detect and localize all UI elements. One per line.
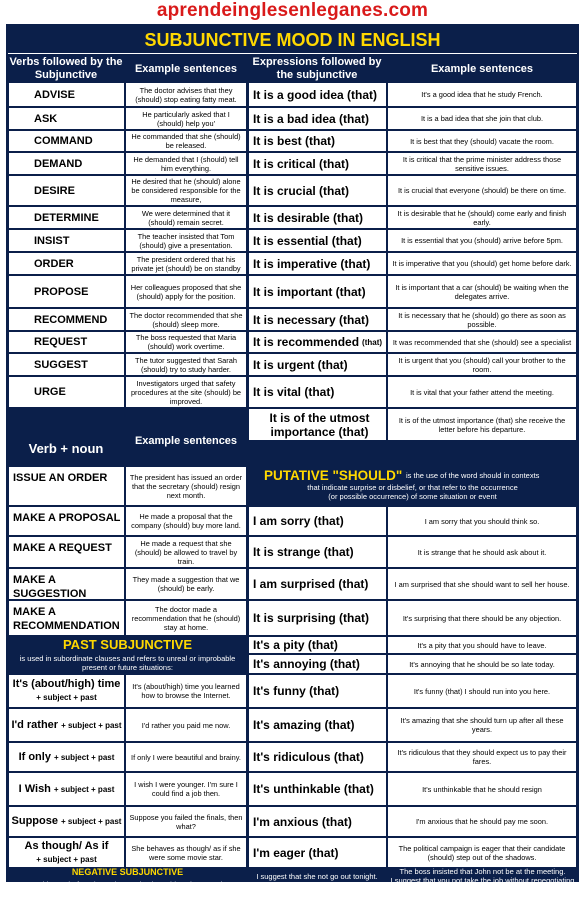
verb-name: RECOMMEND bbox=[8, 308, 125, 331]
past-main: It's (about/high) time bbox=[12, 678, 121, 690]
past-row bbox=[8, 674, 247, 708]
verb-row bbox=[8, 331, 247, 353]
verb-row bbox=[8, 107, 247, 130]
expression-example: It is of the utmost importance (that) she receive the letter before his departure. bbox=[387, 408, 577, 441]
expression-text: It is important (that) bbox=[253, 284, 366, 299]
expression-name bbox=[248, 130, 387, 152]
putative-desc2: that indicate surprise or disbelief, or that refer to the occurrence bbox=[307, 483, 518, 492]
negative-example-4: I suggest that you not take the job without renegotiating the salary. bbox=[390, 876, 575, 894]
expression-example: It is a bad idea that she join that club. bbox=[387, 107, 577, 130]
page-title: SUBJUNCTIVE MOOD IN ENGLISH bbox=[8, 26, 577, 54]
noun-example: They made a suggestion that we (should) be early. bbox=[125, 568, 247, 600]
expression-row bbox=[248, 175, 577, 206]
putative-row bbox=[248, 674, 577, 708]
verb-example: The president ordered that his private jet (should) be on standby bbox=[125, 252, 247, 275]
past-example: She behaves as though/ as if she were some movie star. bbox=[125, 837, 247, 868]
site-title[interactable]: aprendeinglesenleganes.com bbox=[156, 0, 429, 21]
past-example: I wish I were younger. I'm sure I could find a job then. bbox=[125, 772, 247, 806]
verb-name: DESIRE bbox=[8, 175, 125, 206]
expression-text: It is urgent (that) bbox=[253, 357, 348, 372]
putative-row bbox=[248, 600, 577, 636]
expression-text: It is crucial (that) bbox=[253, 183, 350, 198]
expression-name bbox=[248, 206, 387, 229]
putative-expression: I am sorry (that) bbox=[248, 506, 387, 536]
expression-row bbox=[248, 206, 577, 229]
verb-example: The boss requested that Maria (should) work overtime. bbox=[125, 331, 247, 353]
verb-row bbox=[8, 252, 247, 275]
noun-example: The doctor made a recommendation that he (should) stay at home. bbox=[125, 600, 247, 636]
expression-row bbox=[248, 408, 577, 441]
expression-name bbox=[248, 252, 387, 275]
negative-examples-left bbox=[248, 872, 386, 890]
expression-row bbox=[248, 353, 577, 376]
expression-example: It is important that a car (should) be waiting when the delegates arrive. bbox=[387, 275, 577, 308]
putative-row bbox=[248, 742, 577, 772]
expression-row bbox=[248, 252, 577, 275]
expression-example: It was recommended that she (should) see a specialist bbox=[387, 331, 577, 353]
negative-example-1: I suggest that she not go out tonight. bbox=[256, 872, 378, 881]
past-suffix: + subject + past bbox=[36, 854, 97, 864]
putative-row bbox=[248, 568, 577, 600]
expression-row bbox=[248, 130, 577, 152]
expression-example: It is crucial that everyone (should) be there on time. bbox=[387, 175, 577, 206]
verb-name: COMMAND bbox=[8, 130, 125, 152]
negative-title: NEGATIVE SUBJUNCTIVE bbox=[71, 867, 184, 877]
verb-name: ADVISE bbox=[8, 82, 125, 107]
verb-name: DETERMINE bbox=[8, 206, 125, 229]
expression-example: It's a good idea that he study French. bbox=[387, 82, 577, 107]
past-row bbox=[8, 837, 247, 868]
putative-expression: It's annoying (that) bbox=[248, 654, 387, 674]
expression-text: It is imperative (that) bbox=[253, 256, 371, 271]
expression-example: It is imperative that you (should) get home before dark. bbox=[387, 252, 577, 275]
expression-row bbox=[248, 275, 577, 308]
expression-example: It is urgent that you (should) call your brother to the room. bbox=[387, 353, 577, 376]
past-row bbox=[8, 742, 247, 772]
negative-line2: We do not use DO. bbox=[95, 890, 160, 899]
expression-text: It is vital (that) bbox=[253, 385, 335, 399]
header-verbs: Verbs followed by the Subjunctive bbox=[9, 56, 123, 81]
negative-examples-right bbox=[388, 867, 577, 894]
expression-row bbox=[248, 82, 577, 107]
verb-example: The tutor suggested that Sarah (should) try to study harder. bbox=[125, 353, 247, 376]
expression-text: It is necessary (that) bbox=[253, 312, 370, 327]
verb-row bbox=[8, 206, 247, 229]
noun-example: The president has issued an order that the secretary (should) resign next month. bbox=[125, 466, 247, 506]
putative-expression: It's amazing (that) bbox=[248, 708, 387, 742]
past-structure bbox=[8, 674, 125, 708]
expression-text: It is recommended bbox=[253, 335, 360, 349]
verb-example: We were determined that it (should) remain secret. bbox=[125, 206, 247, 229]
negative-line1: We add NOT before the verb to make the subjunctive negative. bbox=[22, 880, 233, 889]
putative-row bbox=[248, 536, 577, 568]
expression-name bbox=[248, 107, 387, 130]
verb-example: He commanded that she (should) be released. bbox=[125, 130, 247, 152]
noun-phrase: MAKE A REQUEST bbox=[8, 536, 125, 568]
verb-row bbox=[8, 152, 247, 175]
verb-example: Investigators urged that safety procedures at the site (should) be improved. bbox=[125, 376, 247, 408]
expression-name bbox=[248, 376, 387, 408]
expression-row bbox=[248, 331, 577, 353]
verb-name: ASK bbox=[8, 107, 125, 130]
putative-example: It's amazing that she should turn up after all these years. bbox=[387, 708, 577, 742]
past-structure bbox=[8, 742, 125, 772]
verb-row bbox=[8, 229, 247, 252]
putative-example: It is strange that he should ask about it. bbox=[387, 536, 577, 568]
expression-example: It is necessary that he (should) go there as soon as possible. bbox=[387, 308, 577, 331]
putative-example: I am sorry that you should think so. bbox=[387, 506, 577, 536]
verb-name: ORDER bbox=[8, 252, 125, 275]
putative-example: The political campaign is eager that their candidate (should) step out of the shadows. bbox=[387, 837, 577, 868]
verb-name: PROPOSE bbox=[8, 275, 125, 308]
expression-text: It is desirable (that) bbox=[253, 210, 364, 225]
verb-name: REQUEST bbox=[8, 331, 125, 353]
verb-row bbox=[8, 130, 247, 152]
verb-row bbox=[8, 82, 247, 107]
putative-expression: I'm eager (that) bbox=[248, 837, 387, 868]
verb-noun-row bbox=[8, 568, 247, 600]
verb-noun-row bbox=[8, 506, 247, 536]
expression-name bbox=[248, 82, 387, 107]
putative-expression: I'm anxious (that) bbox=[248, 806, 387, 837]
noun-example: He made a proposal that the company (should) buy more land. bbox=[125, 506, 247, 536]
putative-expression: It's ridiculous (that) bbox=[248, 742, 387, 772]
past-row bbox=[8, 708, 247, 742]
verb-noun-row bbox=[8, 600, 247, 636]
past-row bbox=[8, 806, 247, 837]
putative-example: I'm anxious that he should pay me soon. bbox=[387, 806, 577, 837]
noun-phrase: MAKE A SUGGESTION bbox=[8, 568, 125, 600]
verb-example: He particularly asked that I (should) help you' bbox=[125, 107, 247, 130]
expression-example: It is vital that your father attend the meeting. bbox=[387, 376, 577, 408]
putative-expression: I am surprised (that) bbox=[248, 568, 387, 600]
expression-row bbox=[248, 229, 577, 252]
expression-suffix: (that) bbox=[362, 337, 383, 347]
putative-desc1: is the use of the word should in contexts bbox=[406, 471, 540, 480]
past-structure bbox=[8, 708, 125, 742]
putative-expression: It's unthinkable (that) bbox=[248, 772, 387, 806]
putative-example: It's annoying that he should be so late today. bbox=[387, 654, 577, 674]
verb-noun-row bbox=[8, 536, 247, 568]
noun-phrase: MAKE A PROPOSAL bbox=[8, 506, 125, 536]
putative-example: It's a pity that you should have to leave. bbox=[387, 636, 577, 654]
verb-row bbox=[8, 353, 247, 376]
putative-expression: It is surprising (that) bbox=[248, 600, 387, 636]
expression-example: It is essential that you (should) arrive before 5pm. bbox=[387, 229, 577, 252]
verb-row bbox=[8, 275, 247, 308]
putative-row bbox=[248, 708, 577, 742]
negative-example-3: The boss insisted that John not be at the meeting. bbox=[399, 867, 566, 876]
expression-example: It is best that they (should) vacate the room. bbox=[387, 130, 577, 152]
putative-title: PUTATIVE "SHOULD" bbox=[264, 468, 403, 483]
expression-name bbox=[248, 175, 387, 206]
expression-row bbox=[248, 152, 577, 175]
header-expressions: Expressions followed by the subjunctive bbox=[252, 56, 382, 81]
putative-expression: It's funny (that) bbox=[248, 674, 387, 708]
expression-text: It is best (that) bbox=[253, 134, 336, 148]
expression-row bbox=[248, 308, 577, 331]
expression-example: It is desirable that he (should) come early and finish early. bbox=[387, 206, 577, 229]
subjunctive-sheet bbox=[6, 24, 579, 899]
header-examples: Example sentences bbox=[134, 62, 238, 75]
putative-desc3: (or possible occurrence) of some situation or event bbox=[328, 492, 497, 501]
putative-example: I am surprised that she should want to sell her house. bbox=[387, 568, 577, 600]
verb-name: INSIST bbox=[8, 229, 125, 252]
putative-example: It's unthinkable that he should resign bbox=[387, 772, 577, 806]
past-example: If only I were beautiful and brainy. bbox=[125, 742, 247, 772]
putative-row bbox=[248, 636, 577, 654]
putative-row bbox=[248, 837, 577, 868]
expression-name bbox=[248, 229, 387, 252]
expression-name bbox=[248, 308, 387, 331]
putative-row bbox=[248, 772, 577, 806]
past-example: It's (about/high) time you learned how to browse the Internet. bbox=[125, 674, 247, 708]
putative-expression: It is strange (that) bbox=[248, 536, 387, 568]
past-suffix: + subject + past bbox=[60, 817, 122, 826]
verb-noun-examples-header: Example sentences bbox=[134, 434, 238, 447]
verb-row bbox=[8, 376, 247, 408]
verb-name: SUGGEST bbox=[8, 353, 125, 376]
expression-example: It is critical that the prime minister address those sensitive issues. bbox=[387, 152, 577, 175]
past-main: If only bbox=[18, 750, 51, 763]
verb-row bbox=[8, 308, 247, 331]
verb-row bbox=[8, 175, 247, 206]
putative-example: It's surprising that there should be any objection. bbox=[387, 600, 577, 636]
past-suffix: + subject + past bbox=[61, 720, 122, 730]
past-suffix: + subject + past bbox=[36, 693, 97, 702]
noun-phrase: MAKE A RECOMMENDATION bbox=[8, 600, 125, 636]
verb-example: He demanded that I (should) tell him everything. bbox=[125, 152, 247, 175]
past-subjunctive-desc: is used in subordinate clauses and refers to unreal or improbable present or future situations: bbox=[19, 654, 236, 672]
past-suffix: + subject + past bbox=[53, 752, 115, 762]
putative-row bbox=[248, 806, 577, 837]
verb-example: The doctor advises that they (should) stop eating fatty meat. bbox=[125, 82, 247, 107]
verb-example: The doctor recommended that she (should) sleep more. bbox=[125, 308, 247, 331]
noun-example: He made a request that she (should) be allowed to travel by train. bbox=[125, 536, 247, 568]
expression-row bbox=[248, 376, 577, 408]
expression-name bbox=[248, 275, 387, 308]
putative-header bbox=[248, 466, 577, 506]
expression-text: It is critical (that) bbox=[253, 156, 350, 171]
past-main: I'd rather bbox=[11, 718, 59, 731]
past-main: As though/ As if bbox=[24, 839, 109, 852]
expression-text: It is essential (that) bbox=[253, 233, 362, 248]
past-subjunctive-title: PAST SUBJUNCTIVE bbox=[62, 636, 193, 652]
verb-noun-row bbox=[8, 466, 247, 506]
negative-example-2: We ask that she not call after 8pm. bbox=[259, 881, 375, 890]
past-suffix: + subject + past bbox=[53, 784, 115, 794]
past-example: I'd rather you paid me now. bbox=[125, 708, 247, 742]
verb-noun-title: Verb + noun bbox=[28, 440, 104, 456]
expression-name bbox=[248, 353, 387, 376]
verb-name: DEMAND bbox=[8, 152, 125, 175]
putative-row bbox=[248, 506, 577, 536]
header-examples2: Example sentences bbox=[430, 62, 534, 75]
noun-phrase: ISSUE AN ORDER bbox=[8, 466, 125, 506]
putative-row bbox=[248, 654, 577, 674]
past-row bbox=[8, 772, 247, 806]
expression-row bbox=[248, 107, 577, 130]
verb-name: URGE bbox=[8, 376, 125, 408]
putative-example: It's ridiculous that they should expect us to pay their fares. bbox=[387, 742, 577, 772]
expression-name bbox=[248, 408, 387, 441]
expression-text: It is a good idea (that) bbox=[253, 87, 378, 102]
expression-text: It is a bad idea (that) bbox=[253, 111, 370, 126]
verb-example: He desired that he (should) alone be considered responsible for the measure, bbox=[125, 175, 247, 206]
verb-example: Her colleagues proposed that she (should) apply for the position. bbox=[125, 275, 247, 308]
expression-text: It is of the utmost importance (that) bbox=[269, 410, 370, 439]
past-main: I Wish bbox=[18, 782, 51, 795]
expression-name bbox=[248, 152, 387, 175]
expression-name bbox=[248, 331, 387, 353]
verb-example: The teacher insisted that Tom (should) give a presentation. bbox=[125, 229, 247, 252]
putative-example: It's funny (that) I should run into you here. bbox=[387, 674, 577, 708]
past-structure bbox=[8, 772, 125, 806]
past-example: Suppose you failed the finals, then what? bbox=[125, 806, 247, 837]
past-main: Suppose bbox=[11, 815, 58, 827]
past-structure bbox=[8, 806, 125, 837]
past-structure bbox=[8, 837, 125, 868]
putative-expression: It's a pity (that) bbox=[248, 636, 387, 654]
